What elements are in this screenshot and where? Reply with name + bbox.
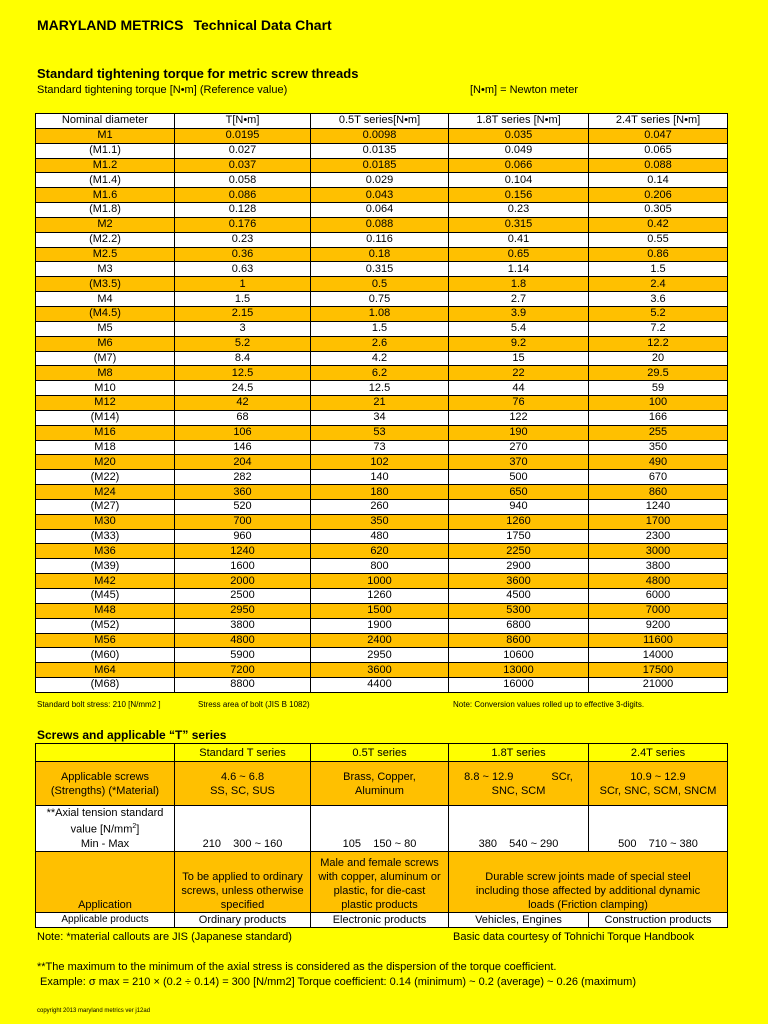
torque-cell: 4400 [311,678,449,693]
table-row [36,678,728,693]
torque-cell: (M1.4) [36,173,175,188]
torque-cell: (M1.1) [36,143,175,158]
torque-cell: 0.206 [589,188,728,203]
torque-table [35,113,728,693]
torque-cell: 6000 [589,589,728,604]
torque-header-cell: 0.5T series[N•m] [311,114,449,129]
torque-cell: 0.86 [589,247,728,262]
axial-standard: 210 300 ~ 160 [175,806,311,852]
torque-cell: 500 [449,470,589,485]
example-note: Example: σ max = 210 × (0.2 ÷ 0.14) = 300 [N/mm2] Torque coefficient: 0.14 (minimum) ~ 0.2 (average) ~ 0.26 (maximum) [40,976,636,988]
table-row [36,470,728,485]
torque-cell: 1000 [311,574,449,589]
axial-half: 105 150 ~ 80 [311,806,449,852]
torque-cell: 8800 [175,678,311,693]
table-row [36,381,728,396]
torque-cell: 5.4 [449,321,589,336]
copyright: copyright 2013 maryland metrics ver j12ad [37,1008,151,1014]
torque-cell: 166 [589,410,728,425]
torque-cell: 7.2 [589,321,728,336]
torque-cell: 1750 [449,529,589,544]
screws-half: Brass, Copper, Aluminum [311,762,449,806]
torque-cell: 29.5 [589,366,728,381]
torque-cell: 0.035 [449,128,589,143]
torque-cell: 3800 [175,618,311,633]
torque-cell: M5 [36,321,175,336]
torque-cell: 180 [311,485,449,500]
torque-cell: (M4.5) [36,306,175,321]
torque-cell: 10600 [449,648,589,663]
series-header-18t: 1.8T series [449,744,589,762]
torque-cell: 2.4 [589,277,728,292]
torque-cell: 15 [449,351,589,366]
torque-cell: (M7) [36,351,175,366]
torque-cell: M36 [36,544,175,559]
torque-cell: 800 [311,559,449,574]
torque-cell: 0.029 [311,173,449,188]
torque-cell: 42 [175,396,311,411]
torque-cell: 3000 [589,544,728,559]
torque-cell: 350 [311,514,449,529]
torque-cell: (M14) [36,410,175,425]
table-row [36,603,728,618]
axial-18t: 380 540 ~ 290 [449,806,589,852]
conversion-note: Note: Conversion values rolled up to effective 3-digits. [453,700,645,709]
torque-cell: M30 [36,514,175,529]
torque-cell: M1 [36,128,175,143]
torque-cell: M1.6 [36,188,175,203]
table-row [36,589,728,604]
table-row [36,499,728,514]
dispersion-note: **The maximum to the minimum of the axial stress is considered as the dispersion of the torque coefficient. [37,961,557,973]
torque-cell: (M39) [36,559,175,574]
torque-cell: M16 [36,425,175,440]
table-row [36,559,728,574]
torque-cell: (M1.8) [36,203,175,218]
torque-cell: (M52) [36,618,175,633]
torque-cell: 1.5 [311,321,449,336]
torque-cell: 0.75 [311,292,449,307]
torque-cell: M20 [36,455,175,470]
torque-cell: 68 [175,410,311,425]
torque-cell: 1700 [589,514,728,529]
torque-cell: 650 [449,485,589,500]
torque-cell: 0.23 [175,232,311,247]
table-row [36,485,728,500]
torque-cell: M64 [36,663,175,678]
application-special: Durable screw joints made of special steel including those affected by additional dynamic loads (Friction clamping) [449,852,728,913]
torque-cell: (M2.2) [36,232,175,247]
torque-cell: 0.14 [589,173,728,188]
torque-cell: 4.2 [311,351,449,366]
torque-cell: 2900 [449,559,589,574]
series-table [35,743,728,928]
torque-cell: 490 [589,455,728,470]
table-row [36,425,728,440]
table-row [36,158,728,173]
torque-cell: 282 [175,470,311,485]
torque-cell: 0.65 [449,247,589,262]
table-row [36,247,728,262]
torque-cell: 960 [175,529,311,544]
torque-cell: (M22) [36,470,175,485]
torque-cell: M8 [36,366,175,381]
torque-cell: 670 [589,470,728,485]
torque-cell: 2.6 [311,336,449,351]
torque-table-body [36,114,728,693]
screws-24t: 10.9 ~ 12.9 SCr, SNC, SCM, SNCM [589,762,728,806]
torque-cell: 204 [175,455,311,470]
torque-cell: 102 [311,455,449,470]
torque-cell: 0.037 [175,158,311,173]
torque-cell: M12 [36,396,175,411]
series-products-row [36,913,728,928]
torque-cell: M6 [36,336,175,351]
torque-cell: 34 [311,410,449,425]
torque-cell: 0.63 [175,262,311,277]
torque-cell: 3600 [311,663,449,678]
torque-cell: 59 [589,381,728,396]
torque-cell: 860 [589,485,728,500]
torque-cell: 76 [449,396,589,411]
torque-cell: 1.8 [449,277,589,292]
torque-cell: 1600 [175,559,311,574]
torque-cell: 9.2 [449,336,589,351]
screws-standard: 4.6 ~ 6.8 SS, SC, SUS [175,762,311,806]
torque-cell: 2950 [311,648,449,663]
chart-title: Technical Data Chart [193,17,332,33]
torque-cell: 1.08 [311,306,449,321]
torque-cell: 1.5 [589,262,728,277]
torque-cell: 9200 [589,618,728,633]
torque-cell: 5300 [449,603,589,618]
products-label: Applicable products [36,913,175,928]
table-row [36,306,728,321]
torque-cell: 1260 [311,589,449,604]
torque-header-cell: Nominal diameter [36,114,175,129]
products-half: Electronic products [311,913,449,928]
torque-cell: 940 [449,499,589,514]
torque-header-row [36,114,728,129]
torque-cell: 2250 [449,544,589,559]
table-row [36,262,728,277]
table-row [36,203,728,218]
material-note: Note: *material callouts are JIS (Japanese standard) [37,931,292,943]
products-24t: Construction products [589,913,728,928]
torque-cell: M2.5 [36,247,175,262]
table-row [36,232,728,247]
torque-cell: 190 [449,425,589,440]
torque-cell: (M45) [36,589,175,604]
torque-cell: 5.2 [589,306,728,321]
torque-cell: 73 [311,440,449,455]
table-row [36,188,728,203]
torque-cell: 12.5 [175,366,311,381]
torque-cell: 53 [311,425,449,440]
series-axial-row [36,806,728,852]
torque-cell: 0.049 [449,143,589,158]
table-row [36,440,728,455]
torque-cell: 22 [449,366,589,381]
torque-cell: 360 [175,485,311,500]
torque-cell: 1260 [449,514,589,529]
torque-cell: 24.5 [175,381,311,396]
torque-cell: 122 [449,410,589,425]
torque-cell: M2 [36,217,175,232]
torque-cell: 0.066 [449,158,589,173]
table-row [36,321,728,336]
stress-area-note: Stress area of bolt (JIS B 1082) [198,700,310,709]
company-name: MARYLAND METRICS [37,17,184,33]
axial-24t: 500 710 ~ 380 [589,806,728,852]
table-row [36,455,728,470]
screws-18t: 8.8 ~ 12.9 SCr, SNC, SCM [449,762,589,806]
torque-unit-note: Standard tightening torque [N•m] (Reference value) [37,84,288,96]
torque-cell: 3.9 [449,306,589,321]
bolt-stress-note: Standard bolt stress: 210 [N/mm2 ] [37,700,161,709]
torque-cell: 100 [589,396,728,411]
torque-cell: 4800 [589,574,728,589]
torque-cell: (M60) [36,648,175,663]
torque-cell: 0.047 [589,128,728,143]
screws-label: Applicable screws (Strengths) (*Material) [36,762,175,806]
torque-cell: 0.104 [449,173,589,188]
table-row [36,292,728,307]
torque-cell: 0.55 [589,232,728,247]
table-row [36,366,728,381]
torque-cell: 106 [175,425,311,440]
series-header-row [36,744,728,762]
products-18t: Vehicles, Engines [449,913,589,928]
torque-cell: 7200 [175,663,311,678]
torque-cell: 1 [175,277,311,292]
torque-cell: 1.14 [449,262,589,277]
table-row [36,277,728,292]
torque-cell: 3.6 [589,292,728,307]
torque-cell: 0.027 [175,143,311,158]
torque-cell: 0.315 [311,262,449,277]
series-header-standard: Standard T series [175,744,311,762]
torque-cell: 0.0135 [311,143,449,158]
torque-cell: 140 [311,470,449,485]
newton-meter-note: [N•m] = Newton meter [470,84,579,96]
torque-cell: M24 [36,485,175,500]
torque-cell: 2400 [311,633,449,648]
torque-cell: 0.086 [175,188,311,203]
torque-cell: 0.088 [589,158,728,173]
table-row [36,544,728,559]
table-row [36,173,728,188]
table-row [36,514,728,529]
series-screws-row [36,762,728,806]
table-row [36,217,728,232]
torque-cell: 270 [449,440,589,455]
torque-cell: (M33) [36,529,175,544]
torque-cell: 146 [175,440,311,455]
application-half: Male and female screws with copper, aluminum or plastic, for die-cast plastic products [311,852,449,913]
series-header-24t: 2.4T series [589,744,728,762]
torque-cell: 6.2 [311,366,449,381]
table-row [36,574,728,589]
torque-cell: 11600 [589,633,728,648]
torque-header-cell: T[N•m] [175,114,311,129]
torque-cell: 0.0098 [311,128,449,143]
torque-cell: 4500 [449,589,589,604]
torque-cell: 0.315 [449,217,589,232]
torque-cell: 2.15 [175,306,311,321]
torque-cell: M1.2 [36,158,175,173]
torque-cell: 20 [589,351,728,366]
torque-header-cell: 2.4T series [N•m] [589,114,728,129]
table-row [36,648,728,663]
products-standard: Ordinary products [175,913,311,928]
series-header-blank [36,744,175,762]
torque-header-cell: 1.8T series [N•m] [449,114,589,129]
table-row [36,128,728,143]
torque-cell: 12.5 [311,381,449,396]
torque-cell: 44 [449,381,589,396]
torque-cell: 0.5 [311,277,449,292]
torque-cell: M3 [36,262,175,277]
torque-cell: 3800 [589,559,728,574]
table-row [36,633,728,648]
torque-cell: (M3.5) [36,277,175,292]
torque-cell: 0.0195 [175,128,311,143]
torque-cell: 1.5 [175,292,311,307]
table-row [36,410,728,425]
torque-cell: 5900 [175,648,311,663]
torque-cell: M18 [36,440,175,455]
page-title [37,17,332,33]
torque-cell: 3 [175,321,311,336]
axial-label: **Axial tension standard value $[N/mm^2]$ Min - Max [36,806,175,852]
torque-cell: 7000 [589,603,728,618]
torque-cell: 480 [311,529,449,544]
series-header-half: 0.5T series [311,744,449,762]
torque-cell: 255 [589,425,728,440]
torque-cell: 0.18 [311,247,449,262]
torque-cell: 12.2 [589,336,728,351]
torque-cell: 520 [175,499,311,514]
table-row [36,396,728,411]
torque-cell: 3600 [449,574,589,589]
torque-cell: 6800 [449,618,589,633]
torque-cell: 0.176 [175,217,311,232]
torque-cell: 14000 [589,648,728,663]
torque-cell: 0.42 [589,217,728,232]
torque-cell: 0.088 [311,217,449,232]
torque-cell: M42 [36,574,175,589]
torque-cell: 13000 [449,663,589,678]
torque-cell: 1900 [311,618,449,633]
torque-cell: 1500 [311,603,449,618]
torque-cell: 0.0185 [311,158,449,173]
table-row [36,663,728,678]
torque-cell: 0.058 [175,173,311,188]
torque-cell: 21 [311,396,449,411]
table-row [36,351,728,366]
torque-cell: 260 [311,499,449,514]
torque-cell: 0.043 [311,188,449,203]
torque-cell: 17500 [589,663,728,678]
courtesy-note: Basic data courtesy of Tohnichi Torque Handbook [453,931,695,943]
torque-cell: 4800 [175,633,311,648]
torque-cell: 0.36 [175,247,311,262]
torque-cell: 0.156 [449,188,589,203]
torque-cell: 700 [175,514,311,529]
torque-cell: 0.305 [589,203,728,218]
torque-cell: M4 [36,292,175,307]
table-row [36,336,728,351]
torque-cell: 2950 [175,603,311,618]
table-row [36,143,728,158]
torque-cell: 0.116 [311,232,449,247]
torque-cell: M56 [36,633,175,648]
torque-cell: 2.7 [449,292,589,307]
torque-cell: 0.065 [589,143,728,158]
torque-cell: 8600 [449,633,589,648]
torque-cell: 1240 [589,499,728,514]
table-row [36,618,728,633]
table-row [36,529,728,544]
torque-cell: 620 [311,544,449,559]
torque-cell: 2500 [175,589,311,604]
torque-cell: 370 [449,455,589,470]
section-title-series: Screws and applicable “T” series [37,728,227,742]
application-standard: To be applied to ordinary screws, unless otherwise specified [175,852,311,913]
torque-cell: 1240 [175,544,311,559]
torque-cell: M48 [36,603,175,618]
torque-cell: 0.064 [311,203,449,218]
torque-cell: 5.2 [175,336,311,351]
torque-cell: 21000 [589,678,728,693]
torque-cell: 0.23 [449,203,589,218]
torque-cell: 0.128 [175,203,311,218]
torque-cell: 350 [589,440,728,455]
torque-cell: 0.41 [449,232,589,247]
application-label: Application [36,852,175,913]
torque-cell: 2000 [175,574,311,589]
torque-cell: 2300 [589,529,728,544]
series-application-row [36,852,728,913]
torque-cell: M10 [36,381,175,396]
torque-cell: (M68) [36,678,175,693]
torque-cell: 8.4 [175,351,311,366]
torque-cell: (M27) [36,499,175,514]
section-title-torque: Standard tightening torque for metric screw threads [37,66,359,81]
torque-cell: 16000 [449,678,589,693]
